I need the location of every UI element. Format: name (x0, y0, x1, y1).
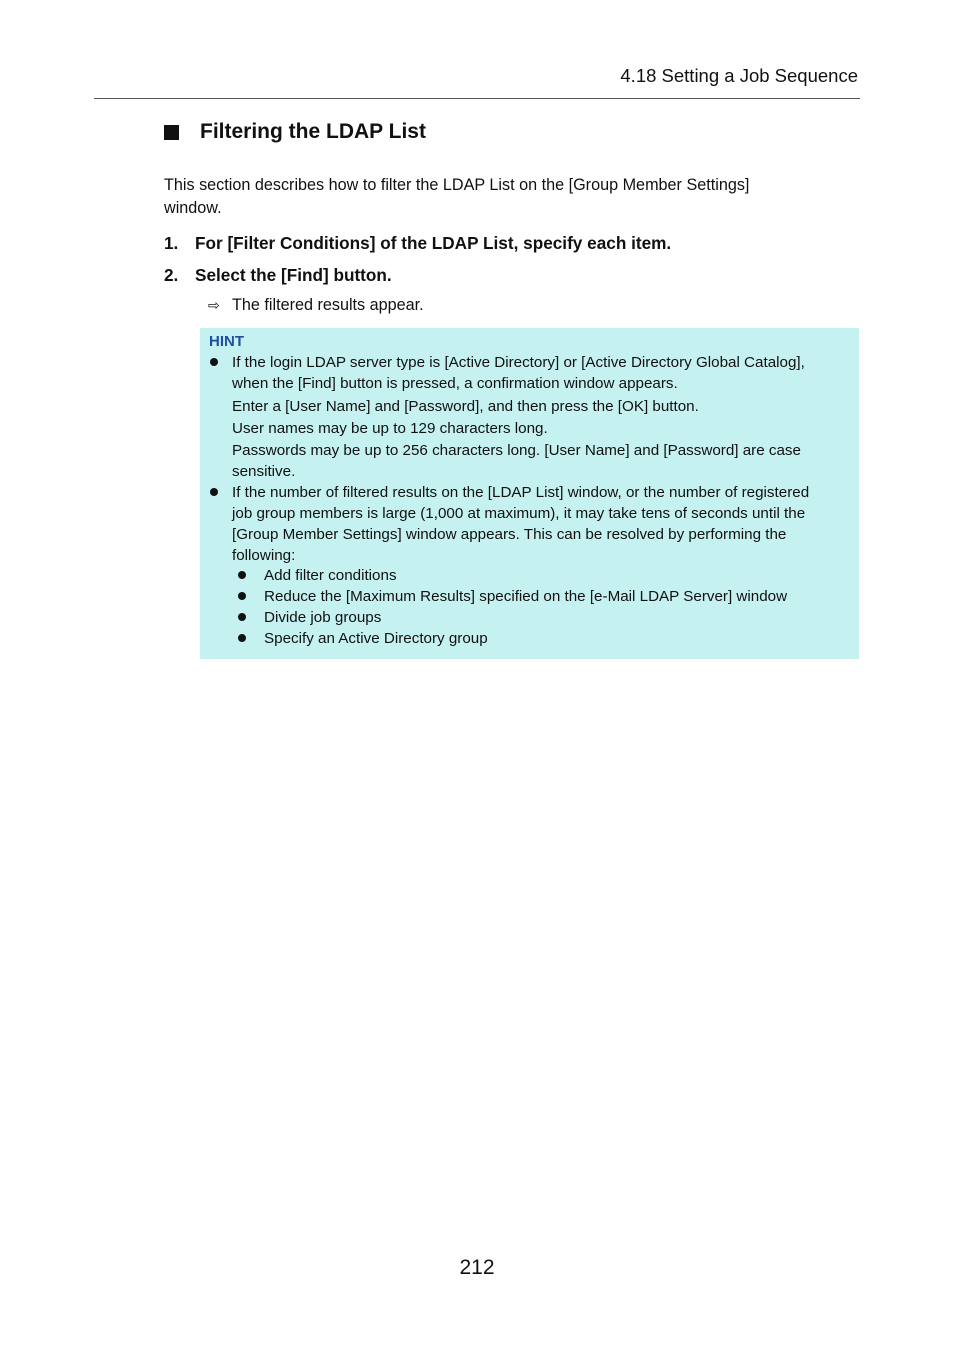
hint-box (200, 328, 859, 659)
hint-sub-bullet: Add filter conditions (264, 567, 397, 584)
hint-bullet-1-line: when the [Find] button is pressed, a confirmation window appears. (232, 375, 678, 392)
step-text: Select the [Find] button. (195, 265, 392, 285)
intro-paragraph (164, 174, 854, 220)
step-number: 2. (164, 265, 179, 285)
hint-bullet-2-line: If the number of filtered results on the [LDAP List] window, or the number of registered (232, 484, 810, 501)
intro-line: window. (164, 199, 222, 217)
result-text: The filtered results appear. (232, 296, 424, 314)
hint-bullet-2-line: job group members is large (1,000 at maximum), it may take tens of seconds until the (232, 505, 806, 522)
bullet-icon (210, 488, 218, 496)
running-header: 4.18 Setting a Job Sequence (620, 65, 858, 86)
step-2 (164, 263, 392, 287)
hint-sub-bullet: Reduce the [Maximum Results] specified on the [e-Mail LDAP Server] window (264, 588, 788, 605)
hint-title: HINT (209, 333, 244, 350)
hint-sub-bullet: Divide job groups (264, 609, 382, 626)
hint-sub-bullet: Specify an Active Directory group (264, 630, 488, 647)
hint-bullet-1-line: If the login LDAP server type is [Active Directory] or [Active Directory Global Catalog], (232, 354, 805, 371)
hint-bullet-1-line: Enter a [User Name] and [Password], and then press the [OK] button. (232, 398, 699, 415)
section-heading-text: Filtering the LDAP List (200, 120, 426, 143)
step-text: For [Filter Conditions] of the LDAP List, specify each item. (195, 233, 672, 253)
hint-bullet-1-line: sensitive. (232, 463, 296, 480)
step-number: 1. (164, 233, 179, 253)
result-arrow-icon: ⇨ (208, 297, 220, 313)
page-number: 212 (459, 1256, 495, 1279)
sub-bullet-icon (238, 634, 246, 642)
step-1 (164, 231, 671, 255)
hint-bullet-1-line: Passwords may be up to 256 characters long. [User Name] and [Password] are case (232, 442, 801, 459)
bullet-icon (210, 358, 218, 366)
header-divider (94, 98, 860, 99)
section-heading (164, 118, 426, 146)
sub-bullet-icon (238, 613, 246, 621)
hint-bullet-1-line: User names may be up to 129 characters long. (232, 420, 548, 437)
heading-square-icon (164, 125, 179, 140)
step-result (208, 294, 424, 316)
sub-bullet-icon (238, 592, 246, 600)
hint-bullet-2-line: following: (232, 547, 296, 564)
intro-line: This section describes how to filter the LDAP List on the [Group Member Settings] (164, 176, 750, 194)
sub-bullet-icon (238, 571, 246, 579)
hint-bullet-2-line: [Group Member Settings] window appears. This can be resolved by performing the (232, 526, 787, 543)
